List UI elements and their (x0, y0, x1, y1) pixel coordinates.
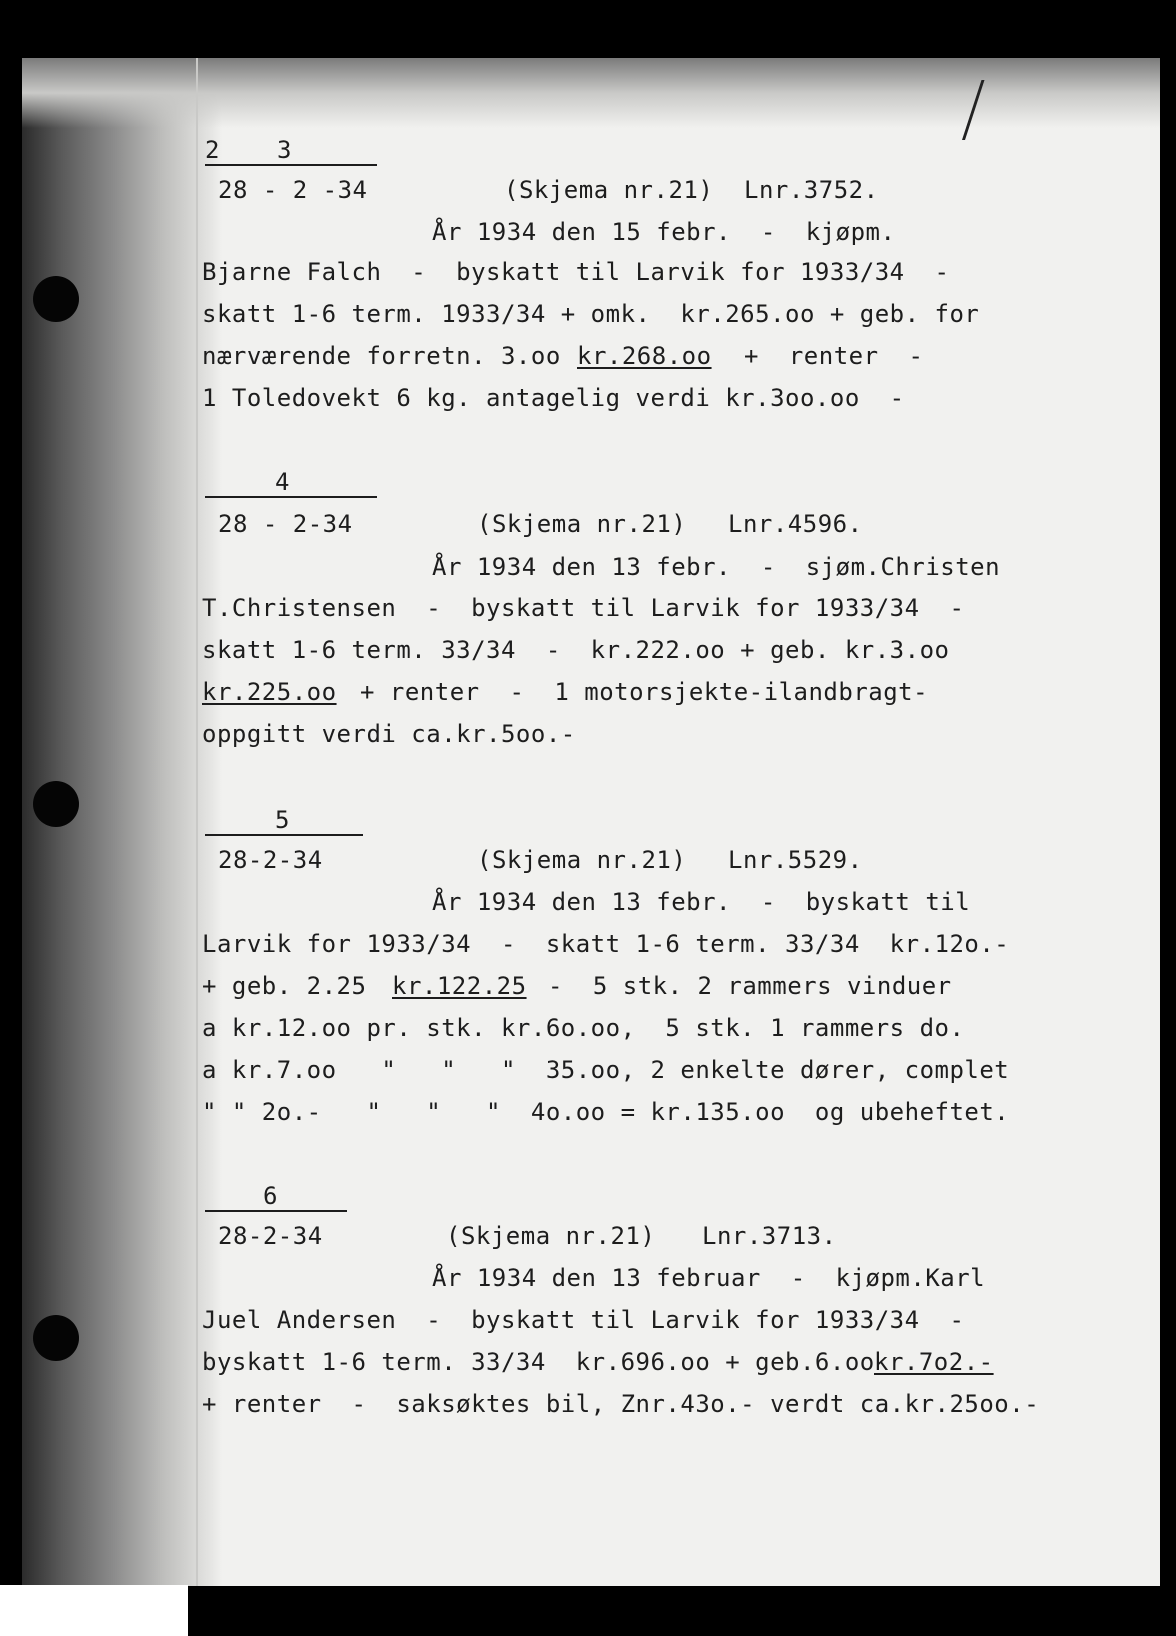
entry-line: a kr.7.oo " " " 35.oo, 2 enkelte dører, complet (202, 1056, 1010, 1084)
entry-line: nærværende forretn. 3.oo (202, 342, 561, 370)
scanner-calibration-block (0, 1585, 188, 1636)
entry-amount: kr.122.25 (392, 972, 527, 1000)
entry-lnr: Lnr.4596. (728, 510, 863, 538)
entry-date: 28 - 2 -34 (218, 176, 368, 204)
entry-number-value: 3 (277, 136, 292, 164)
entry-line: Juel Andersen - byskatt til Larvik for 1933/34 - (202, 1306, 965, 1334)
entry-line: År 1934 den 13 febr. - byskatt til (432, 888, 971, 916)
entry-line: " " 2o.- " " " 4o.oo = kr.135.oo og ubeheftet. (202, 1098, 1010, 1126)
scanned-page (22, 58, 1160, 1586)
entry-date: 28-2-34 (218, 1222, 323, 1250)
entry-number (205, 136, 377, 166)
entry-number-prefix: 2 (205, 136, 220, 164)
entry-number-value: 4 (275, 468, 290, 496)
entry-lnr: Lnr.3752. (744, 176, 879, 204)
entry-line: a kr.12.oo pr. stk. kr.6o.oo, 5 stk. 1 rammers do. (202, 1014, 965, 1042)
entry-date: 28 - 2-34 (218, 510, 353, 538)
entry-line: + renter - saksøktes bil, Znr.43o.- verdt ca.kr.25oo.- (202, 1390, 1040, 1418)
entry-line: År 1934 den 13 februar - kjøpm.Karl (432, 1264, 986, 1292)
entry-schema: (Skjema nr.21) (504, 176, 714, 204)
entry-amount: kr.7o2.- (874, 1348, 994, 1376)
entry-schema: (Skjema nr.21) (477, 846, 687, 874)
entry-lnr: Lnr.5529. (728, 846, 863, 874)
entry-line: + renter - 1 motorsjekte-ilandbragt- (360, 678, 929, 706)
entry-line: + renter - (744, 342, 924, 370)
entry-date: 28-2-34 (218, 846, 323, 874)
entry-line: - 5 stk. 2 rammers vinduer (548, 972, 952, 1000)
entry-amount: kr.225.oo (202, 678, 337, 706)
entry-number-value: 6 (263, 1182, 278, 1210)
entry-line: + geb. 2.25 (202, 972, 367, 1000)
entry-number (205, 1182, 347, 1212)
entry-schema: (Skjema nr.21) (477, 510, 687, 538)
entry-line: 1 Toledovekt 6 kg. antagelig verdi kr.3oo.oo - (202, 384, 905, 412)
punch-hole (33, 781, 79, 827)
punch-hole (33, 1315, 79, 1361)
entry-number (205, 468, 377, 498)
entry-line: byskatt 1-6 term. 33/34 kr.696.oo + geb.6.oo (202, 1348, 875, 1376)
entry-lnr: Lnr.3713. (702, 1222, 837, 1250)
entry-number (205, 806, 363, 836)
entry-line: skatt 1-6 term. 33/34 - kr.222.oo + geb. kr.3.oo (202, 636, 950, 664)
entry-line: oppgitt verdi ca.kr.5oo.- (202, 720, 576, 748)
entry-line: Larvik for 1933/34 - skatt 1-6 term. 33/34 kr.12o.- (202, 930, 1010, 958)
entry-schema: (Skjema nr.21) (446, 1222, 656, 1250)
entry-amount: kr.268.oo (577, 342, 712, 370)
entry-line: År 1934 den 15 febr. - kjøpm. (432, 218, 896, 246)
entry-line: Bjarne Falch - byskatt til Larvik for 1933/34 - (202, 258, 950, 286)
entry-number-value: 5 (275, 806, 290, 834)
binding-line (196, 58, 198, 1586)
entry-line: År 1934 den 13 febr. - sjøm.Christen (432, 553, 1001, 581)
entry-line: skatt 1-6 term. 1933/34 + omk. kr.265.oo + geb. for (202, 300, 980, 328)
entry-line: T.Christensen - byskatt til Larvik for 1933/34 - (202, 594, 965, 622)
punch-hole (33, 276, 79, 322)
